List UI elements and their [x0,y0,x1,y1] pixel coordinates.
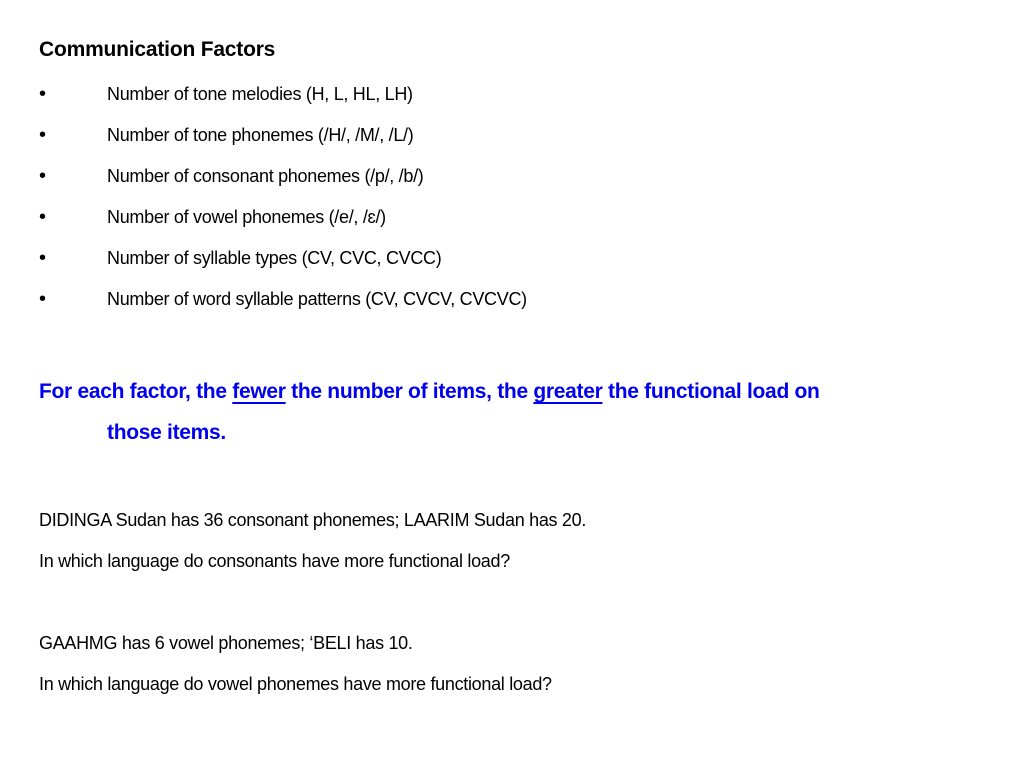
example-2-statement: GAAHMG has 6 vowel phonemes; ‘BELI has 10. [39,633,413,653]
list-item [39,289,527,330]
example-1-question: In which language do consonants have more functional load? [39,551,510,571]
greater-word: greater [533,380,603,403]
bullet-text: Number of vowel phonemes (/e/, /ɛ/) [107,207,386,227]
list-item [39,84,527,125]
factor-list [39,84,527,330]
example-1-statement: DIDINGA Sudan has 36 consonant phonemes; LAARIM Sudan has 20. [39,510,587,530]
bullet-text: Number of word syllable patterns (CV, CVCV, CVCVC) [107,289,527,309]
principle-text-2: the number of items, the [285,380,534,403]
bullet-text: Number of tone phonemes (/H/, /M/, /L/) [107,125,414,145]
bullet-icon: • [39,206,46,228]
list-item [39,166,527,207]
bullet-icon: • [39,288,46,310]
list-item [39,207,527,248]
example-2-question: In which language do vowel phonemes have more functional load? [39,674,552,694]
list-item [39,248,527,289]
principle-text-3: the functional load on [602,380,820,403]
fewer-word: fewer [232,380,286,403]
bullet-text: Number of consonant phonemes (/p/, /b/) [107,166,424,186]
bullet-icon: • [39,83,46,105]
bullet-text: Number of syllable types (CV, CVC, CVCC) [107,248,442,268]
slide-title: Communication Factors [39,38,276,61]
bullet-icon: • [39,247,46,269]
list-item [39,125,527,166]
principle-text-4: those items. [107,421,226,444]
key-principle [39,371,969,453]
bullet-text: Number of tone melodies (H, L, HL, LH) [107,84,413,104]
principle-text-1: For each factor, the [39,380,233,403]
bullet-icon: • [39,124,46,146]
bullet-icon: • [39,165,46,187]
